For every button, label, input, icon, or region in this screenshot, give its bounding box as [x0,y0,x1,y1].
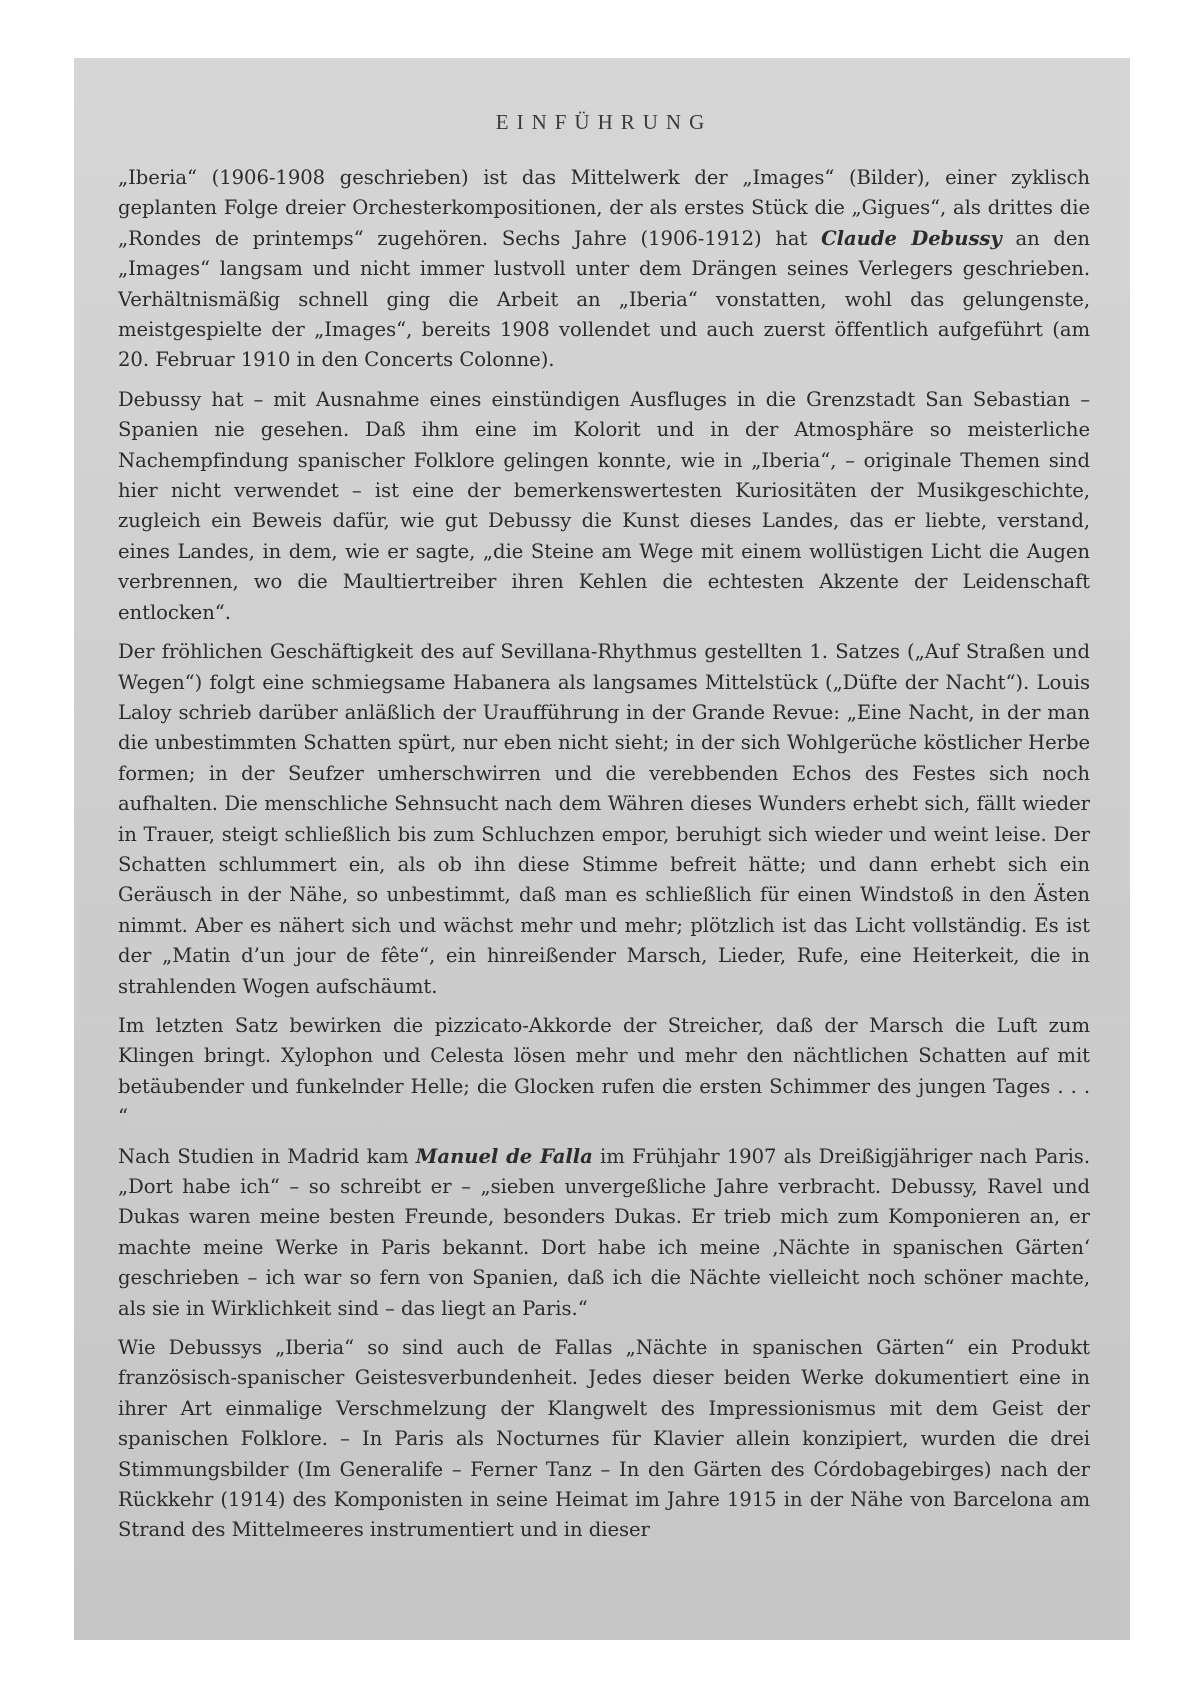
text-run: Im letzten Satz bewirken die pizzicato-Akkorde der Streicher, daß der Marsch die Luft zum Klingen bringt. Xylophon und Celesta lösen mehr und mehr den nächtlichen Schatten auf mit betäubender und funkelnder Helle; die Glocken rufen die ersten Schimmer des jungen Tages . . . “ [118,1013,1090,1129]
paragraph-iberia-intro [118,163,1090,376]
paragraph-debussy-spain [118,385,1090,628]
paragraph-comparison [118,1333,1090,1546]
text-run: „Iberia“ (1906-1908 geschrieben) ist das Mittelwerk der „Images“ (Bilder), einer zyklisch geplanten Folge dreier Orchesterkompositionen, der als erstes Stück die „Gigues“, als drittes die „Rondes de printemps“ zugehören. Sechs Jahre (1906-1912) hat [118,166,1090,250]
page-heading: EINFÜHRUNG [495,110,713,134]
text-run: Der fröhlichen Geschäftigkeit des auf Sevillana-Rhythmus gestellten 1. Satzes („Auf Straßen und Wegen“) folgt eine schmiegsame Habanera als langsames Mittelstück („Düfte der Nacht“). Louis Laloy schrieb darüber anläßlich der Uraufführung in der Grande Revue: „Eine Nacht, in der man die unbestimmten Schatten spürt, nur eben nicht sieht; in der sich Wohlgerüche köstlicher Herbe formen; in der Seufzer umherschwirren und die verebbenden Echos des Festes sich noch aufhalten. Die menschliche Sehnsucht nach dem Währen dieses Wunders erhebt sich, fällt wieder in Trauer, steigt schließlich bis zum Schluchzen empor, beruhigt sich wieder und weint leise. Der Schatten schlummert ein, als ob ihn diese Stimme befreit hätte; und dann erhebt sich ein Geräusch in der Nähe, so unbestimmt, daß man es schließlich für einen Windstoß in den Ästen nimmt. Aber es nähert sich und wächst mehr und mehr; plötzlich ist das Licht vollständig. Es ist der „Matin d’un jour de fête“, ein hinreißender Marsch, Lieder, Rufe, eine Heiterkeit, die in strahlenden Wogen aufschäumt. [118,640,1090,998]
text-run: Wie Debussys „Iberia“ so sind auch de Fallas „Nächte in spanischen Gärten“ ein Produkt französisch-spanischer Geistesverbundenheit. Jedes dieser beiden Werke dokumentiert eine in ihrer Art einmalige Verschmelzung der Klangwelt des Impressionismus mit dem Geist der spanischen Folklore. – In Paris als Nocturnes für Klavier allein konzipiert, wurden die drei Stimmungsbilder (Im Generalife – Ferner Tanz – In den Gärten des Córdobagebirges) nach der Rückkehr (1914) des Komponisten in seine Heimat im Jahre 1915 in der Nähe von Barcelona am Strand des Mittelmeeres instrumentiert und in dieser [118,1336,1090,1542]
paragraph-satz-description [118,637,1090,1002]
paragraph-de-falla [118,1142,1090,1324]
text-run: Nach Studien in Madrid kam [118,1144,416,1168]
paragraph-last-movement [118,1011,1090,1133]
text-run: Debussy hat – mit Ausnahme eines einstündigen Ausfluges in die Grenzstadt San Sebastian – Spanien nie gesehen. Daß ihm eine im Kolorit und in der Atmosphäre so meisterliche Nachempfindung spanischer Folklore gelingen konnte, wie in „Iberia“, – originale Themen sind hier nicht verwendet – ist eine der bemerkenswertesten Kuriositäten der Musikgeschichte, zugleich ein Beweis dafür, wie gut Debussy die Kunst dieses Landes, das er liebte, verstand, eines Landes, in dem, wie er sagte, „die Steine am Wege mit einem wollüstigen Licht die Augen verbrennen, wo die Maultiertreiber ihren Kehlen die echtesten Akzente der Leidenschaft entlocken“. [118,387,1090,624]
composer-name-debussy: Claude Debussy [821,226,1002,250]
composer-name-de-falla: Manuel de Falla [415,1144,593,1168]
text-run: an den „Images“ langsam und nicht immer lustvoll unter dem Drängen seines Verlegers geschrieben. Verhältnismäßig schnell ging die Arbeit an „Iberia“ vonstatten, wohl das gelungenste, meistgespielte der „Images“, bereits 1908 vollendet und auch zuerst öffentlich aufgeführt (am 20. Februar 1910 in den Concerts Colonne). [118,226,1090,372]
document-page [74,58,1130,1640]
text-run: im Frühjahr 1907 als Dreißigjähriger nach Paris. „Dort habe ich“ – so schreibt er – „sieben unvergeßliche Jahre verbracht. Debussy, Ravel und Dukas waren meine besten Freunde, besonders Dukas. Er trieb mich zum Komponieren an, er machte meine Werke in Paris bekannt. Dort habe ich meine ‚Nächte in spanischen Gärten‘ geschrieben – ich war so fern von Spanien, daß ich die Nächte vielleicht noch schöner machte, als sie in Wirklichkeit sind – das liegt an Paris.“ [118,1144,1090,1320]
